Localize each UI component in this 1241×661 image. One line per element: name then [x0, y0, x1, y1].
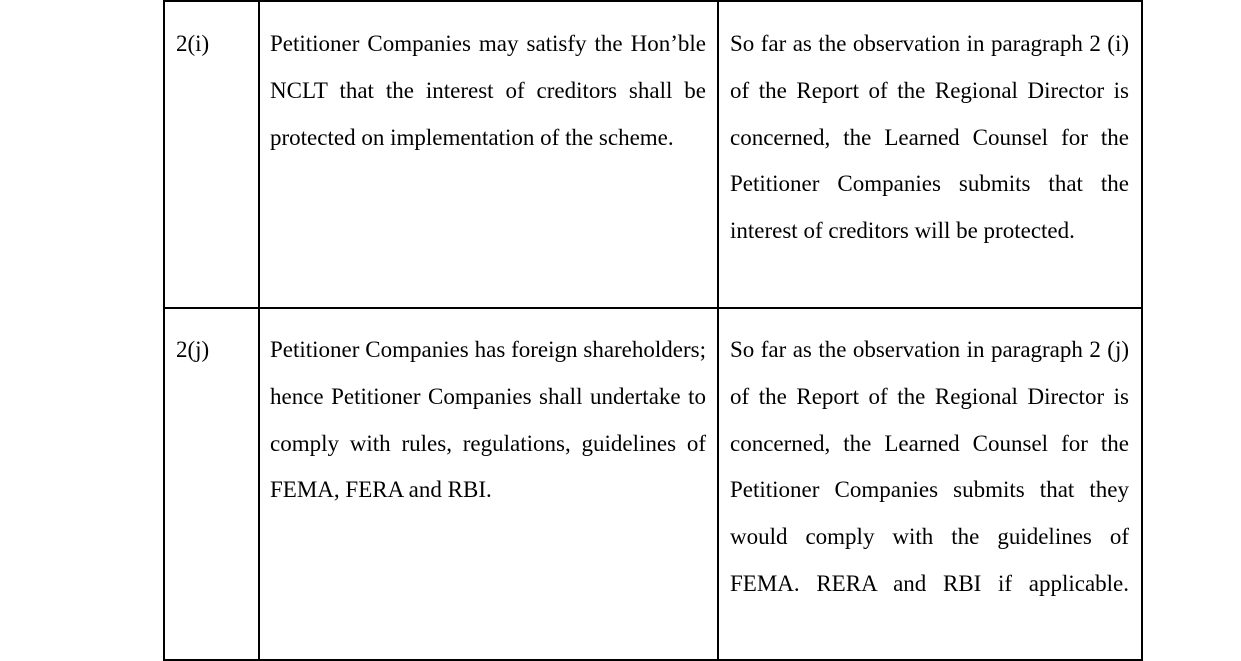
- paragraph-number: 2(i): [176, 31, 210, 56]
- observations-table: [163, 0, 1143, 661]
- response-cell: [718, 308, 1142, 660]
- observation-cell: [259, 308, 718, 660]
- observation-cell: [259, 1, 718, 308]
- table-row: [164, 308, 1142, 660]
- response-cell: [718, 1, 1142, 308]
- paragraph-number-cell: [164, 1, 259, 308]
- response-text: So far as the observation in paragraph 2 (i) of the Report of the Regional Director is concerned, the Learned Counsel for the Petitioner Companies submits that the interest of creditors will be protected.: [730, 31, 1129, 244]
- response-text: So far as the observation in paragraph 2 (j) of the Report of the Regional Director is concerned, the Learned Counsel for the Petitioner Companies submits that they would comply with the guidelines of FEMA. RERA and RBI if applicable.: [730, 337, 1129, 596]
- table-row: [164, 1, 1142, 308]
- paragraph-number: 2(j): [176, 337, 210, 362]
- paragraph-number-cell: [164, 308, 259, 660]
- observation-text: Petitioner Companies may satisfy the Hon’ble NCLT that the interest of creditors shall be protected on implementation of the scheme.: [270, 31, 706, 150]
- observation-text: Petitioner Companies has foreign shareholders; hence Petitioner Companies shall undertake to comply with rules, regulations, guidelines of FEMA, FERA and RBI.: [270, 337, 706, 503]
